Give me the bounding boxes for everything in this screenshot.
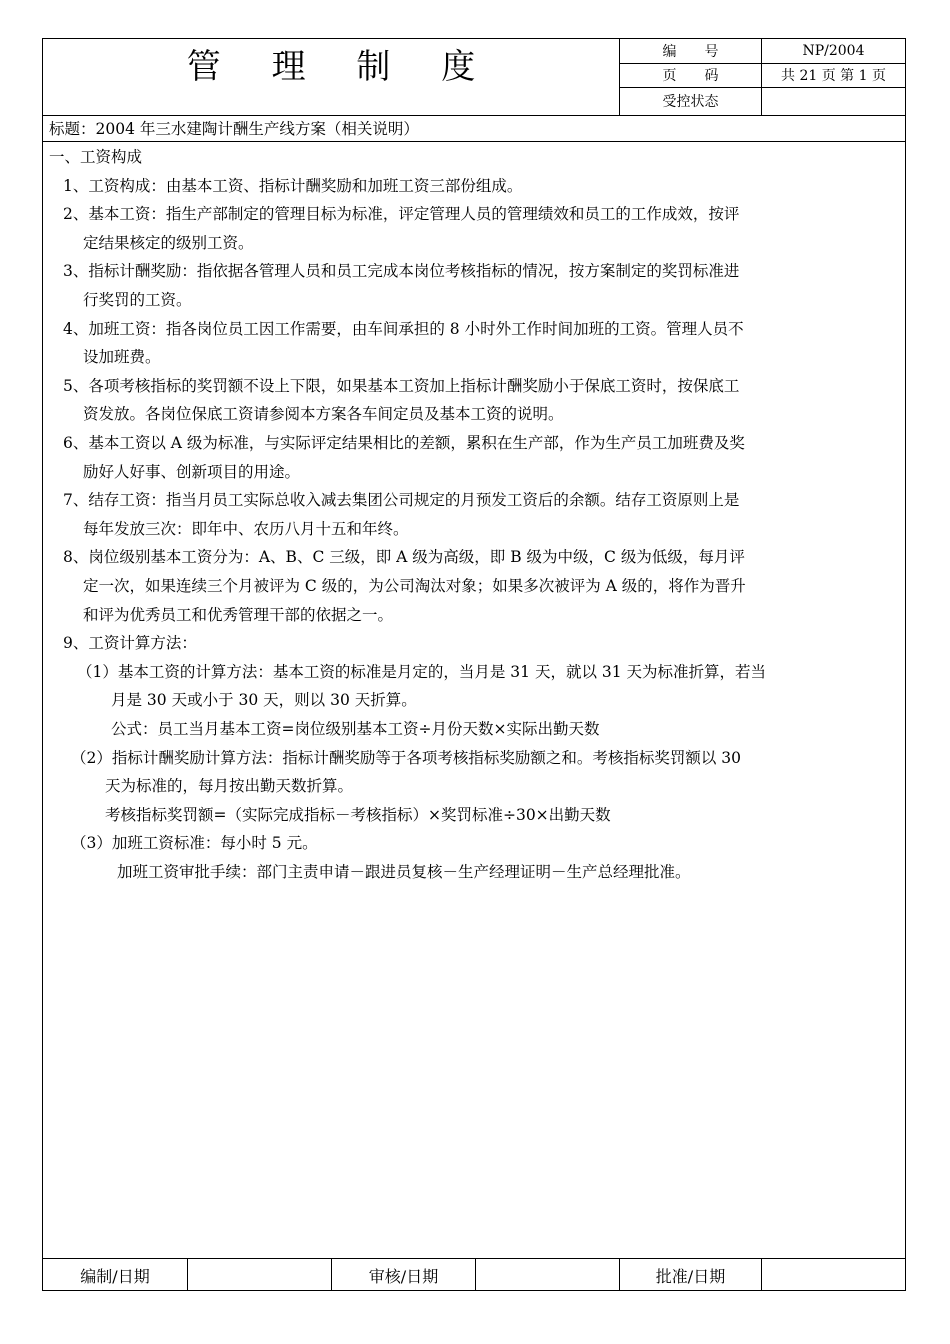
field-value-number: NP/2004 bbox=[802, 43, 865, 59]
body-line: 行奖罚的工资。 bbox=[83, 291, 192, 309]
body-line: 9、工资计算方法： bbox=[63, 634, 197, 653]
body-line: 设加班费。 bbox=[83, 348, 161, 367]
field-label-number: 编 号 bbox=[662, 44, 719, 60]
field-value-control-status bbox=[762, 87, 905, 115]
body-line: 考核指标奖罚额=（实际完成指标－考核指标）×奖罚标准÷30×出勤天数 bbox=[105, 805, 611, 824]
body-line: 一、工资构成 bbox=[49, 148, 143, 166]
footer-approved-value bbox=[762, 1259, 905, 1291]
field-value-page: 共 21 页 第 1 页 bbox=[781, 68, 886, 84]
body-line: 定结果核定的级别工资。 bbox=[83, 233, 254, 252]
body-line: 2、基本工资：指生产部制定的管理目标为标准，评定管理人员的管理绩效和员工的工作成效，按评 bbox=[63, 205, 740, 224]
body-line: 天为标准的，每月按出勤天数折算。 bbox=[105, 777, 354, 796]
body-line: 公式：员工当月基本工资=岗位级别基本工资÷月份天数×实际出勤天数 bbox=[111, 720, 600, 738]
body-line: 4、加班工资：指各岗位员工因工作需要，由车间承担的 8 小时外工作时间加班的工资。管理人员不 bbox=[63, 319, 744, 338]
body-line: （1）基本工资的计算方法：基本工资的标准是月定的，当月是 31 天，就以 31 天为标准折算，若当 bbox=[77, 662, 767, 681]
footer-reviewed-label: 审核/日期 bbox=[368, 1266, 439, 1286]
body-line: （3）加班工资标准：每小时 5 元。 bbox=[71, 834, 318, 853]
body-line: 资发放。各岗位保底工资请参阅本方案各车间定员及基本工资的说明。 bbox=[83, 405, 564, 424]
body-line: 3、指标计酬奖励：指依据各管理人员和员工完成本岗位考核指标的情况，按方案制定的奖罚标准进 bbox=[63, 262, 740, 281]
body-line: 和评为优秀员工和优秀管理干部的依据之一。 bbox=[83, 605, 394, 624]
subject-bottom-line bbox=[43, 141, 905, 142]
body-line: 6、基本工资以 A 级为标准，与实际评定结果相比的差额，累积在生产部，作为生产员工加班费及奖 bbox=[63, 434, 745, 452]
body-line: 8、岗位级别基本工资分为：A、B、C 三级，即 A 级为高级，即 B 级为中级，C 级为低级，每月评 bbox=[63, 548, 745, 567]
document-subject: 标题：2004 年三水建陶计酬生产线方案（相关说明） bbox=[49, 120, 419, 138]
body-line: 月是 30 天或小于 30 天，则以 30 天折算。 bbox=[111, 691, 417, 710]
field-label-page: 页 码 bbox=[662, 68, 719, 84]
body-line: 7、结存工资：指当月员工实际总收入减去集团公司规定的月预发工资后的余额。结存工资原则上是 bbox=[63, 491, 740, 510]
footer-compiled-label: 编制/日期 bbox=[80, 1266, 150, 1286]
body-line: 1、工资构成：由基本工资、指标计酬奖励和加班工资三部份组成。 bbox=[63, 176, 523, 195]
footer-approved-label: 批准/日期 bbox=[655, 1266, 726, 1286]
body-line: 定一次，如果连续三个月被评为 C 级的，为公司淘汰对象；如果多次被评为 A 级的，将作为晋升 bbox=[83, 577, 746, 595]
body-line: 加班工资审批手续：部门主责申请－跟进员复核－生产经理证明－生产总经理批准。 bbox=[117, 863, 691, 881]
footer-compiled-value bbox=[188, 1259, 331, 1291]
document-title: 管 理 制 度 bbox=[186, 46, 496, 87]
footer-reviewed-value bbox=[476, 1259, 619, 1291]
body-line: 每年发放三次：即年中、农历八月十五和年终。 bbox=[83, 519, 409, 538]
body-line: （2）指标计酬奖励计算方法：指标计酬奖励等于各项考核指标奖励额之和。考核指标奖罚额以 30 bbox=[71, 748, 742, 767]
body-line: 5、各项考核指标的奖罚额不设上下限，如果基本工资加上指标计酬奖励小于保底工资时，按保底工 bbox=[63, 376, 740, 395]
document-frame bbox=[42, 38, 906, 1291]
field-label-control-status: 受控状态 bbox=[662, 94, 719, 110]
body-line: 励好人好事、创新项目的用途。 bbox=[83, 462, 301, 481]
